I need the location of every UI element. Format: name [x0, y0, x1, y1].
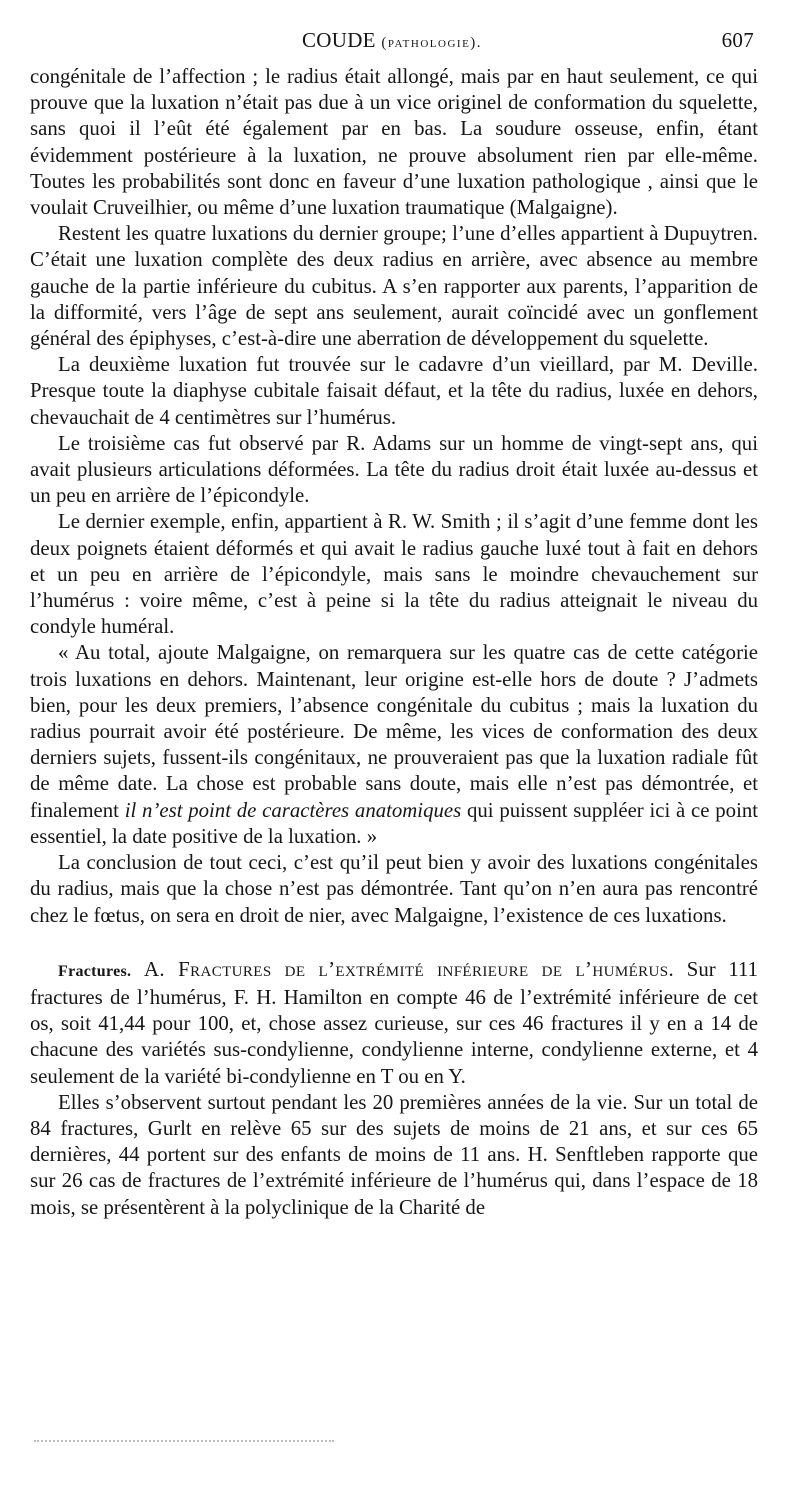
- running-header: [30, 28, 754, 60]
- paragraph-malgaigne-quote: [30, 640, 758, 850]
- paragraph-continuation: congénitale de l’affection ; le radius était allongé, mais par en haut seulement, ce qui prouve que la luxation n’était pas due à un vice originel de conformation du squelette, sans quoi il l’eût été également par en bas. La soudure osseuse, enfin, étant évidemment postérieure à la luxation, ne prouve absolument rien par elle-même. Toutes les probabilités sont donc en faveur d’une luxation pathologique , ainsi que le voulait Cruveilhier, ou même d’une luxation traumatique (Malgaigne).: [30, 65, 758, 220]
- paragraph-dupuytren: Restent les quatre luxations du dernier groupe; l’une d’elles appartient à Dupuytren. C’était une luxation complète des deux radius en arrière, avec absence au membre gauche de la partie inférieure du cubitus. A s’en rapporter aux parents, l’apparition de la difformité, vers l’âge de sept ans seulement, aurait coïncidé avec un gonflement général des épiphyses, c’est-à-dire une aberration de développement du squelette.: [30, 222, 758, 351]
- fractures-text: Sur 111 fractures de l’humérus, F. H. Hamilton en compte 46 de l’extrémité inférieure de cet os, soit 41,44 pour 100, et, chose assez curieuse, sur ces 46 fractures il y en a 14 de chacune des variétés sus-condylienne, condylienne interne, condylienne externe, et 4 seulement de la variété bi-condylienne en T ou en Y.: [30, 957, 759, 1088]
- quote-after: qui puissent suppléer ici à ce point essentiel, la date positive de la luxation. »: [30, 798, 759, 848]
- body-text: [30, 64, 758, 1221]
- running-title-sub: (pathologie).: [381, 35, 483, 51]
- paragraph-conclusion: La conclusion de tout ceci, c’est qu’il peut bien y avoir des luxations congénitales du radius, mais que la chose n’est pas démontrée. Tant qu’on n’en aura pas rencontré chez le fœtus, on sera en droit de nier, avec Malgaigne, l’existence de ces luxations.: [30, 851, 758, 927]
- fractures-subheading: A. Fractures de l’extrémité inférieure de l’humérus.: [144, 957, 675, 981]
- paragraph-deville: La deuxième luxation fut trouvée sur le cadavre d’un vieillard, par M. Deville. Presque toute la diaphyse cubitale faisait défaut, et la tête du radius, luxée en dehors, chevauchait de 4 centimètres sur l’humérus.: [30, 353, 758, 429]
- footer-scan-mark: [34, 1440, 334, 1444]
- paragraph-age-statistics: Elles s’observent surtout pendant les 20 premières années de la vie. Sur un total de 84 fractures, Gurlt en relève 65 sur des sujets de moins de 21 ans, et sur ces 65 dernières, 44 portent sur des enfants de moins de 11 ans. H. Senftleben rapporte que sur 26 cas de fractures de l’extrémité inférieure de l’humérus qui, dans l’espace de 18 mois, se présentèrent à la polyclinique de la Charité de: [30, 1090, 758, 1219]
- paragraph-adams: Le troisième cas fut observé par R. Adams sur un homme de vingt-sept ans, qui avait plusieurs articulations déformées. La tête du radius droit était luxée au-dessus et un peu en arrière de l’épicondyle.: [30, 431, 758, 508]
- running-title: [30, 28, 754, 53]
- quote-before: « Au total, ajoute Malgaigne, on remarquera sur les quatre cas de cette catégorie trois luxations en dehors. Maintenant, leur origine est-elle hors de doute ? J’admets bien, pour les deux premiers, l’absence congénitale du cubitus ; mais la luxation du radius pourrait avoir été postérieure. De même, les vices de conformation des deux derniers sujets, fussent-ils congénitaux, ne prouveraient pas que la luxation radiale fût de même date. La chose est probable sans doute, mais elle n’est pas démontrée, et finalement: [30, 641, 758, 822]
- running-title-main: COUDE: [301, 28, 376, 52]
- page-number: 607: [721, 28, 754, 52]
- paragraph-smith: Le dernier exemple, enfin, appartient à R. W. Smith ; il s’agit d’une femme dont les deux poignets étaient déformés et qui avait le radius gauche luxé tout à fait en dehors et un peu en arrière de l’épicondyle, mais sans le moindre chevauchement sur l’humérus : voire même, c’est à peine si la tête du radius atteignait le niveau du condyle huméral.: [30, 510, 758, 639]
- paragraph-fractures: [30, 957, 758, 1090]
- quote-italic: il n’est point de caractères anatomiques: [124, 798, 462, 822]
- fractures-heading: Fractures.: [58, 962, 132, 980]
